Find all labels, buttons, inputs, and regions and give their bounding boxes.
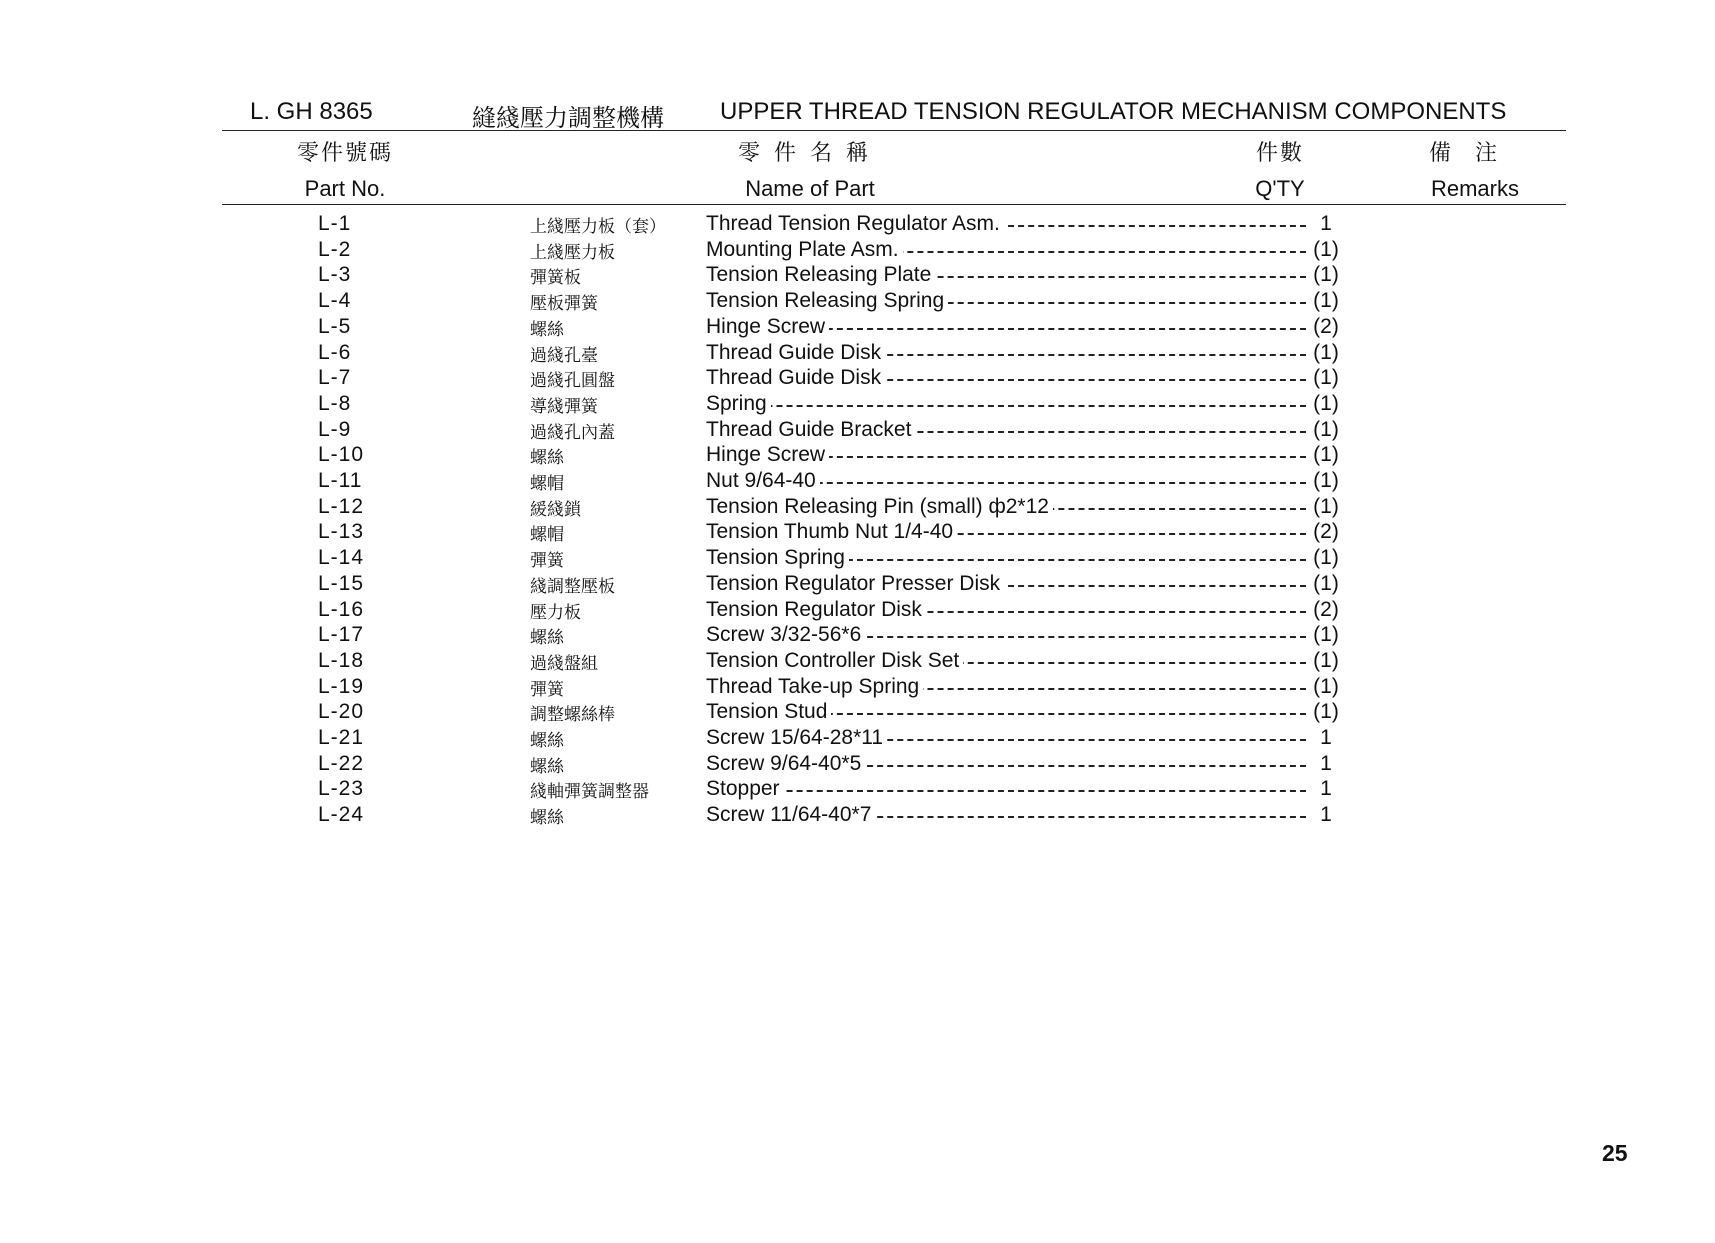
part-name-cell (706, 341, 1306, 365)
quantity: (1) (1313, 674, 1339, 698)
quantity: (2) (1313, 314, 1339, 338)
column-header-remarks-zh: 備注 (1428, 140, 1521, 165)
part-number: L-1 (318, 212, 352, 235)
part-number: L-23 (318, 777, 365, 801)
part-number: L-6 (318, 340, 352, 364)
header-bottom-rule (222, 204, 1566, 205)
part-number: L-20 (318, 700, 365, 724)
part-name-chinese: 壓力板 (530, 602, 581, 622)
column-header-part-no: Part No. (304, 176, 386, 201)
part-name-chinese: 螺絲 (530, 808, 564, 828)
part-name-cell (706, 520, 1306, 544)
part-name: Mounting Plate Asm. (706, 238, 903, 261)
part-name: Thread Tension Regulator Asm. (706, 212, 1004, 235)
column-header-name: Name of Part (745, 176, 875, 201)
part-name-chinese: 彈簧 (530, 679, 564, 699)
part-name-chinese: 螺絲 (530, 756, 564, 776)
part-number: L-8 (318, 391, 352, 415)
quantity: (1) (1313, 469, 1339, 492)
part-name-cell (706, 598, 1306, 622)
part-name: Thread Guide Disk (706, 341, 885, 364)
section-title-chinese: 縫綫壓力調整機構 (472, 105, 664, 132)
table-row (0, 623, 1715, 648)
part-name-chinese: 過綫孔圓盤 (530, 371, 615, 391)
quantity: 1 (1320, 751, 1332, 775)
section-title (222, 98, 1566, 134)
part-name-chinese: 螺帽 (530, 474, 564, 493)
part-name: Tension Releasing Pin (small) ф2*12 (706, 495, 1053, 518)
part-name: Hinge Screw (706, 443, 829, 466)
table-row (0, 443, 1715, 468)
part-name-chinese: 螺絲 (530, 448, 564, 468)
quantity: 1 (1320, 777, 1332, 801)
quantity: (2) (1313, 520, 1339, 544)
column-header-qty-zh: 件數 (1255, 140, 1304, 165)
part-name: Tension Spring (706, 546, 849, 569)
quantity: (1) (1313, 289, 1339, 313)
part-name-cell (706, 546, 1306, 570)
part-name-chinese: 過綫孔內蓋 (530, 422, 615, 442)
table-row (0, 752, 1715, 777)
part-name: Screw 3/32-56*6 (706, 623, 865, 646)
part-number: L-9 (318, 417, 352, 441)
part-number: L-16 (318, 597, 365, 621)
table-row (0, 675, 1715, 700)
part-name-cell (706, 495, 1306, 519)
part-number: L-22 (318, 751, 365, 775)
dotted-leader (706, 405, 1306, 407)
table-row (0, 546, 1715, 571)
section-title-english: UPPER THREAD TENSION REGULATOR MECHANISM COMPONENTS (720, 98, 1507, 125)
part-name-chinese: 彈簧 (530, 551, 564, 571)
part-name: Tension Stud (706, 700, 831, 723)
column-header-name-zh: 零件名稱 (737, 140, 882, 165)
part-number: L-15 (318, 571, 365, 595)
part-name-chinese: 過綫盤組 (530, 653, 598, 673)
part-name: Screw 15/64-28*11 (706, 726, 887, 749)
table-row (0, 777, 1715, 802)
part-name-chinese: 彈簧板 (530, 268, 581, 288)
quantity: (1) (1313, 623, 1339, 647)
part-name-chinese: 調整螺絲棒 (530, 705, 615, 725)
part-number: L-5 (318, 314, 352, 338)
quantity: (1) (1313, 417, 1339, 441)
table-row (0, 238, 1715, 263)
table-row (0, 392, 1715, 417)
table-row (0, 572, 1715, 597)
part-name: Nut 9/64-40 (706, 469, 820, 492)
part-name-cell (706, 289, 1306, 313)
quantity: (1) (1313, 237, 1339, 261)
part-name-cell (706, 726, 1306, 750)
table-row (0, 315, 1715, 340)
part-number: L-7 (318, 366, 352, 390)
part-name-chinese: 螺絲 (530, 319, 564, 339)
part-name-cell (706, 572, 1306, 596)
part-name: Screw 11/64-40*7 (706, 803, 875, 826)
part-number: L-21 (318, 726, 365, 749)
table-row (0, 520, 1715, 545)
part-name-chinese: 緩綫鎖 (530, 499, 581, 519)
part-name: Thread Guide Disk (706, 366, 885, 389)
part-number: L-18 (318, 648, 365, 672)
part-name: Stopper (706, 777, 784, 800)
part-number: L-12 (318, 494, 365, 518)
page-number: 25 (1602, 1140, 1628, 1166)
table-row (0, 803, 1715, 828)
part-name-cell (706, 392, 1306, 416)
part-name-chinese: 綫調整壓板 (530, 576, 615, 596)
quantity: (1) (1313, 700, 1339, 724)
table-row (0, 341, 1715, 366)
table-row (0, 212, 1715, 237)
quantity: 1 (1320, 803, 1332, 827)
part-name-cell (706, 700, 1306, 724)
part-name-chinese: 壓板彈簧 (530, 294, 598, 314)
column-header-part-no-zh: 零件號碼 (296, 140, 393, 165)
column-header-qty: Q'TY (1255, 176, 1305, 201)
quantity: (1) (1313, 340, 1339, 364)
part-number: L-4 (318, 289, 352, 313)
part-name-chinese: 上綫壓力板 (530, 242, 615, 262)
table-row (0, 469, 1715, 494)
part-name: Hinge Screw (706, 315, 829, 338)
table-row (0, 495, 1715, 520)
part-name: Thread Guide Bracket (706, 418, 915, 441)
dotted-leader (706, 790, 1306, 792)
part-name-cell (706, 366, 1306, 390)
part-name-chinese: 螺帽 (530, 525, 564, 545)
part-name-cell (706, 649, 1306, 673)
column-header-remarks: Remarks (1430, 176, 1519, 201)
part-name-cell (706, 418, 1306, 442)
table-row (0, 366, 1715, 391)
quantity: 1 (1320, 726, 1332, 749)
part-number: L-19 (318, 674, 365, 698)
quantity: (1) (1313, 546, 1339, 570)
table-row (0, 598, 1715, 623)
part-name-cell (706, 315, 1306, 339)
part-name-chinese: 上綫壓力板（套） (530, 217, 666, 236)
quantity: (1) (1313, 443, 1339, 467)
part-name: Thread Take-up Spring (706, 675, 923, 698)
quantity: (1) (1313, 391, 1339, 415)
part-name-cell (706, 263, 1306, 287)
part-name: Tension Thumb Nut 1/4-40 (706, 520, 957, 543)
part-name: Tension Regulator Presser Disk (706, 572, 1004, 595)
quantity: 1 (1320, 212, 1332, 235)
table-row (0, 263, 1715, 288)
quantity: (1) (1313, 648, 1339, 672)
part-name: Tension Regulator Disk (706, 598, 926, 621)
quantity: (2) (1313, 597, 1339, 621)
part-name-cell (706, 777, 1306, 801)
quantity: (1) (1313, 366, 1339, 390)
part-name-cell (706, 212, 1306, 236)
part-number: L-10 (318, 443, 365, 467)
part-name: Screw 9/64-40*5 (706, 752, 865, 775)
table-row (0, 418, 1715, 443)
part-name-cell (706, 238, 1306, 262)
part-name: Spring (706, 392, 771, 415)
header-top-rule (222, 130, 1566, 131)
part-name-cell (706, 803, 1306, 827)
part-name-chinese: 螺絲 (530, 731, 564, 750)
part-number: L-24 (318, 803, 365, 827)
table-row (0, 700, 1715, 725)
part-name-cell (706, 752, 1306, 776)
table-row (0, 289, 1715, 314)
part-number: L-17 (318, 623, 365, 647)
quantity: (1) (1313, 571, 1339, 595)
part-name-chinese: 綫軸彈簧調整器 (530, 782, 649, 802)
part-number: L-3 (318, 263, 352, 287)
part-name: Tension Releasing Spring (706, 289, 948, 312)
quantity: (1) (1313, 494, 1339, 518)
part-name: Tension Releasing Plate (706, 263, 935, 286)
table-row (0, 649, 1715, 674)
part-name: Tension Controller Disk Set (706, 649, 963, 672)
part-name-chinese: 螺絲 (530, 628, 564, 648)
section-code: L. GH 8365 (250, 98, 373, 125)
part-number: L-11 (318, 469, 363, 492)
part-number: L-13 (318, 520, 365, 544)
part-name-cell (706, 623, 1306, 647)
part-name-cell (706, 469, 1306, 493)
part-number: L-14 (318, 546, 365, 570)
part-name-cell (706, 443, 1306, 467)
quantity: (1) (1313, 263, 1339, 287)
part-number: L-2 (318, 237, 352, 261)
part-name-cell (706, 675, 1306, 699)
part-name-chinese: 導綫彈簧 (530, 396, 598, 416)
table-row (0, 726, 1715, 751)
part-name-chinese: 過綫孔臺 (530, 345, 598, 365)
